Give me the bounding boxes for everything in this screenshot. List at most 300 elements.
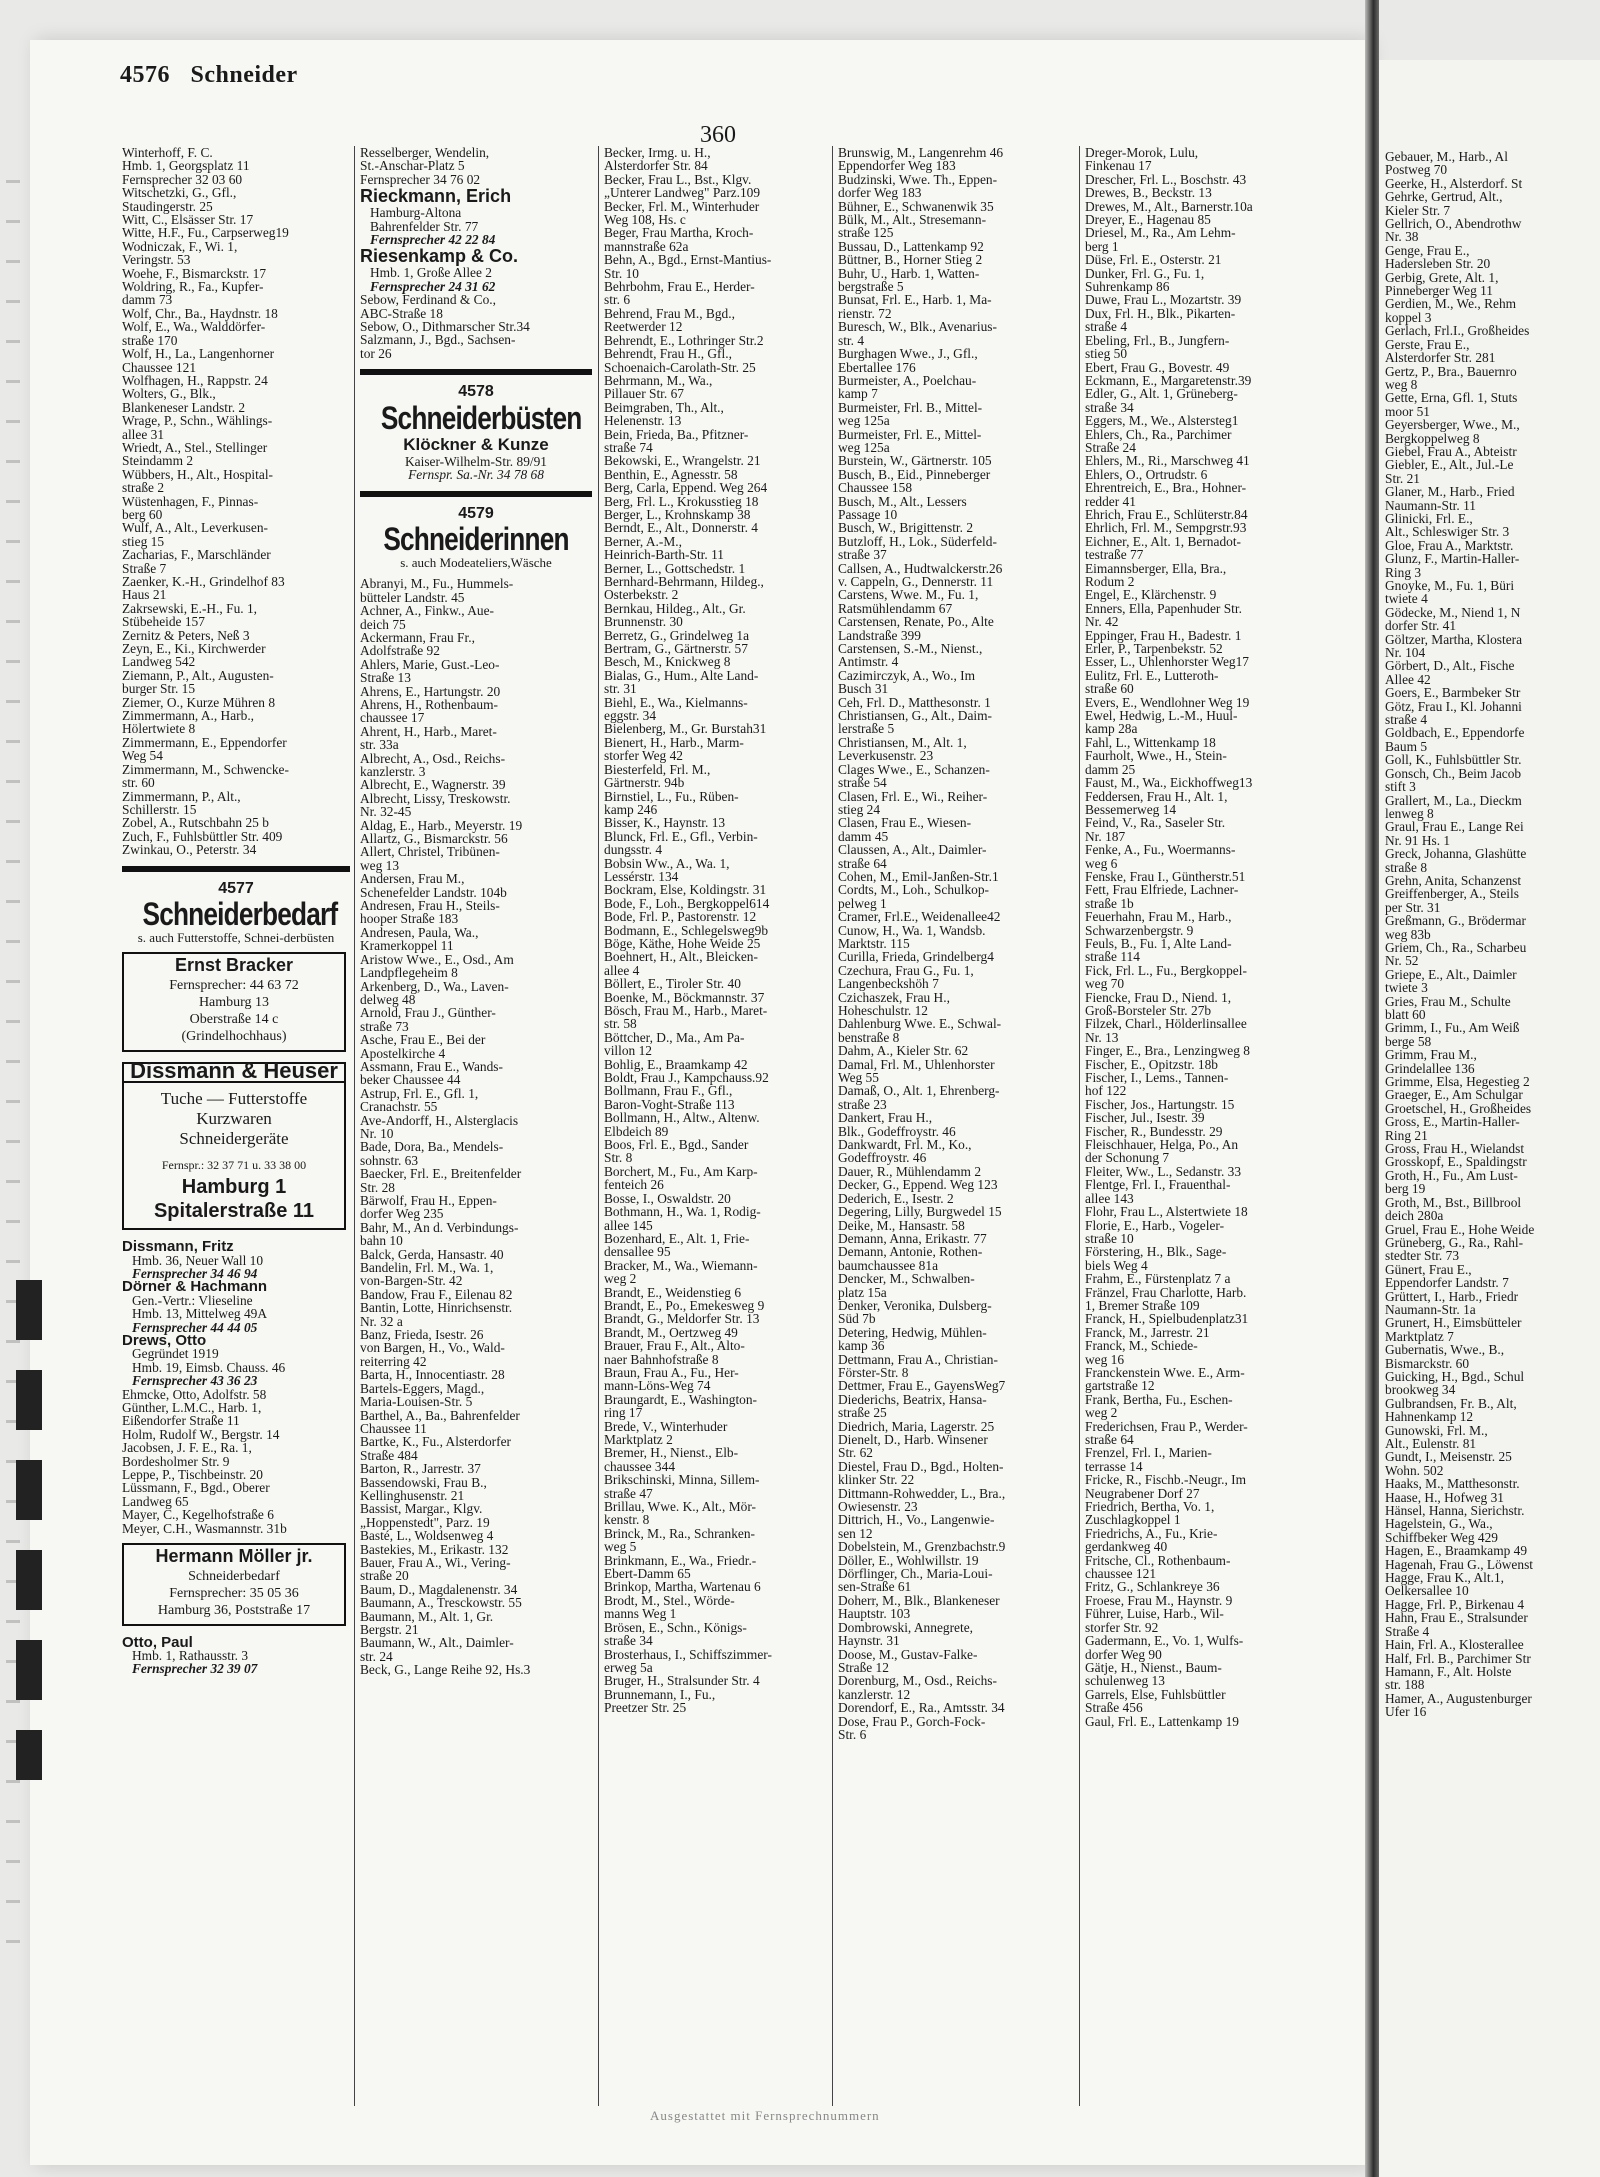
directory-entry: Detering, Hedwig, Mühlen- bbox=[838, 1324, 987, 1340]
directory-entry: Bobsin Ww., A., Wa. 1, bbox=[604, 855, 730, 871]
directory-entry: straße 125 bbox=[838, 225, 894, 241]
directory-entry: deich 280a bbox=[1385, 1208, 1444, 1224]
directory-entry: Ave-Andorff, H., Alsterglacis bbox=[360, 1112, 519, 1128]
entry-list bbox=[360, 577, 592, 1676]
directory-entry: Eckmann, E., Margaretenstr.39 bbox=[1085, 372, 1252, 388]
column-1 bbox=[122, 146, 350, 2106]
directory-entry: beker Chaussee 44 bbox=[360, 1072, 461, 1088]
directory-entry: Hauptstr. 103 bbox=[838, 1606, 911, 1622]
directory-entry: Förster-Str. 8 bbox=[838, 1364, 909, 1380]
directory-entry: Süd 7b bbox=[838, 1311, 876, 1327]
ad-line: Fernsprecher: 35 05 36 bbox=[169, 1585, 299, 1601]
directory-entry: schulenweg 13 bbox=[1085, 1673, 1165, 1689]
directory-entry: Fischer, R., Bundesstr. 29 bbox=[1085, 1123, 1223, 1139]
directory-entry: Ahrens, E., Hartungstr. 20 bbox=[360, 683, 501, 699]
directory-entry: Ehrlich, Frl. M., Sempgrstr.93 bbox=[1085, 520, 1247, 536]
directory-entry: Florie, E., Harb., Vogeler- bbox=[1085, 1217, 1225, 1233]
column-3 bbox=[604, 146, 836, 2106]
entry-list bbox=[360, 293, 592, 360]
directory-entry: Gruel, Frau E., Hohe Weide bbox=[1385, 1221, 1535, 1237]
directory-entry: Damaß, O., Alt. 1, Ehrenberg- bbox=[838, 1083, 1000, 1099]
directory-entry: Dankwardt, Frl. M., Ko., bbox=[838, 1137, 972, 1153]
directory-entry: Bisser, K., Haynstr. 13 bbox=[604, 815, 726, 831]
directory-entry: Blankeneser Landstr. 2 bbox=[122, 399, 246, 415]
directory-entry: Busch, M., Alt., Lessers bbox=[838, 493, 967, 509]
directory-entry: Bergstr. 21 bbox=[360, 1622, 419, 1637]
directory-entry: Staudingerstr. 25 bbox=[122, 198, 213, 214]
directory-entry: Dreyer, E., Hagenau 85 bbox=[1085, 212, 1211, 228]
directory-entry: Bothmann, H., Wa. 1, Rodig- bbox=[604, 1204, 761, 1220]
directory-entry: str. 60 bbox=[122, 775, 155, 791]
directory-entry: Erler, P., Tarpenbekstr. 52 bbox=[1085, 641, 1223, 657]
ad-phone: Fernspr.: 32 37 71 u. 33 38 00 bbox=[161, 1158, 307, 1173]
directory-entry: biels Weg 4 bbox=[1085, 1257, 1148, 1273]
directory-entry: Bartels-Eggers, Magd., bbox=[360, 1380, 485, 1396]
directory-entry: Chaussee 158 bbox=[838, 480, 913, 496]
directory-entry: straße 4 bbox=[1085, 319, 1128, 335]
directory-entry: straße 170 bbox=[122, 332, 178, 348]
directory-entry: Owiesenstr. 23 bbox=[838, 1499, 918, 1515]
directory-entry: str. 188 bbox=[1385, 1677, 1425, 1693]
directory-entry: Zuschlagkoppel 1 bbox=[1085, 1512, 1181, 1528]
directory-entry: Gerbig, Grete, Alt. 1, bbox=[1385, 269, 1499, 285]
directory-entry: Butzloff, H., Lok., Süderfeld- bbox=[838, 533, 997, 549]
directory-entry: Biesterfeld, Frl. M., bbox=[604, 761, 711, 777]
directory-entry: Wriedt, A., Stel., Stellinger bbox=[122, 439, 268, 455]
directory-entry: Bruger, H., Stralsunder Str. 4 bbox=[604, 1673, 760, 1689]
directory-entry: Cohen, M., Emil-Janßen-Str.1 bbox=[838, 868, 999, 884]
directory-entry: Assmann, Frau E., Wands- bbox=[360, 1058, 503, 1074]
directory-entry: Behn, A., Bgd., Ernst-Mantius- bbox=[604, 252, 772, 268]
directory-entry: berg 19 bbox=[1385, 1181, 1426, 1197]
directory-entry: densallee 95 bbox=[604, 1244, 671, 1260]
directory-entry: Alsterdorfer Str. 281 bbox=[1385, 350, 1496, 366]
directory-entry: Sebow, O., Dithmarscher Str.34 bbox=[360, 319, 530, 335]
directory-entry: Duwe, Frau L., Mozartstr. 39 bbox=[1085, 292, 1242, 308]
directory-entry: Clasen, Frl. E., Wi., Reiher- bbox=[838, 788, 988, 804]
directory-entry: straße 25 bbox=[838, 1405, 887, 1421]
directory-entry: Demann, Antonie, Rothen- bbox=[838, 1244, 983, 1260]
section-divider bbox=[360, 369, 592, 375]
firm-line: Gen.-Vertr.: Vlieseline bbox=[132, 1292, 253, 1308]
directory-entry: allee 143 bbox=[1085, 1190, 1134, 1206]
directory-entry: Feuls, B., Fu. 1, Alte Land- bbox=[1085, 935, 1232, 951]
directory-entry: Leverkusenstr. 23 bbox=[838, 748, 934, 764]
firm-line: Fernsprecher 44 44 05 bbox=[132, 1319, 258, 1335]
directory-entry: Bienert, H., Harb., Marm- bbox=[604, 734, 744, 750]
directory-entry: Steindamm 2 bbox=[122, 453, 194, 469]
firm-list bbox=[122, 1240, 350, 1387]
directory-entry: baumchaussee 81a bbox=[838, 1257, 939, 1273]
directory-entry: sen-Straße 61 bbox=[838, 1579, 912, 1595]
directory-entry: Brikschinski, Minna, Sillem- bbox=[604, 1472, 760, 1488]
directory-entry: straße 64 bbox=[838, 855, 887, 871]
directory-entry: Gries, Frau M., Schulte bbox=[1385, 993, 1511, 1009]
directory-entry: str. 6 bbox=[604, 292, 631, 308]
directory-entry: ring 17 bbox=[604, 1405, 643, 1421]
ad-line: (Grindelhochhaus) bbox=[181, 1028, 287, 1044]
directory-entry: Bahr, M., An d. Verbindungs- bbox=[360, 1219, 519, 1235]
directory-entry: erweg 5a bbox=[604, 1659, 653, 1675]
directory-entry: Asche, Frau E., Bei der bbox=[360, 1032, 486, 1048]
directory-entry: Wolf, Chr., Ba., Haydnstr. 18 bbox=[122, 305, 278, 321]
directory-entry: Behrbohm, Frau E., Herder- bbox=[604, 279, 755, 295]
directory-entry: Frank, Bertha, Fu., Eschen- bbox=[1085, 1391, 1233, 1407]
directory-entry: Ackermann, Frau Fr., bbox=[360, 629, 475, 645]
firm-entry bbox=[122, 1280, 350, 1334]
directory-entry: Faurholt, Wwe., H., Stein- bbox=[1085, 748, 1227, 764]
directory-entry: Greßmann, G., Brödermar bbox=[1385, 913, 1526, 929]
directory-entry: Nr. 52 bbox=[1385, 953, 1419, 969]
directory-entry: Gerlach, Frl.I., Großheides bbox=[1385, 323, 1530, 339]
directory-entry: gartstraße 12 bbox=[1085, 1378, 1155, 1394]
directory-entry: Hahnenkamp 12 bbox=[1385, 1409, 1474, 1425]
directory-entry: Brunnemann, I., Fu., bbox=[604, 1686, 716, 1702]
firm-entry bbox=[360, 186, 592, 246]
directory-entry: Zuch, F., Fuhlsbüttler Str. 409 bbox=[122, 828, 283, 844]
directory-entry: Bernhard-Behrmann, Hildeg., bbox=[604, 574, 764, 589]
directory-entry: Wolf, H., La., Langenhorner bbox=[122, 346, 275, 362]
directory-entry: Ufer 16 bbox=[1385, 1704, 1427, 1720]
directory-entry: Bekowski, E., Wrangelstr. 21 bbox=[604, 453, 761, 469]
directory-entry: Bielenberg, M., Gr. Burstah31 bbox=[604, 721, 767, 737]
directory-entry: Kramerkoppel 11 bbox=[360, 938, 454, 954]
directory-entry: Bracker, M., Wa., Wiemann- bbox=[604, 1257, 758, 1273]
directory-entry: Zimmermann, E., Eppendorfer bbox=[122, 734, 287, 750]
directory-entry: Finger, E., Bra., Lenzingweg 8 bbox=[1085, 1043, 1250, 1059]
directory-entry: Ehlers, O., Ortrudstr. 6 bbox=[1085, 466, 1208, 482]
directory-entry: Fricke, R., Fischb.-Neugr., Im bbox=[1085, 1472, 1247, 1488]
directory-entry: Preetzer Str. 25 bbox=[604, 1700, 687, 1716]
directory-entry: Nr. 91 Hs. 1 bbox=[1385, 832, 1451, 848]
column-rule bbox=[598, 146, 599, 2106]
directory-entry: Genge, Frau E., bbox=[1385, 242, 1470, 258]
directory-entry: Straße 7 bbox=[122, 560, 167, 576]
directory-entry: per Str. 31 bbox=[1385, 899, 1441, 915]
directory-entry: Doherr, M., Blk., Blankeneser bbox=[838, 1592, 1000, 1608]
directory-entry: Schoenaich-Carolath-Str. 25 bbox=[604, 359, 756, 375]
directory-entry: dorfer Weg 90 bbox=[1085, 1646, 1162, 1662]
directory-entry: Birnstiel, L., Fu., Rüben- bbox=[604, 788, 739, 804]
directory-entry: Gertz, P., Bra., Bauernro bbox=[1385, 363, 1517, 379]
directory-entry: Ebertallee 176 bbox=[838, 359, 916, 375]
directory-entry: str. 4 bbox=[838, 332, 865, 348]
directory-entry: Brauer, Frau F., Alt., Alto- bbox=[604, 1338, 745, 1354]
firm-entry bbox=[122, 1334, 350, 1388]
directory-entry: klinker Str. 22 bbox=[838, 1472, 915, 1488]
section-number: 4578 bbox=[458, 383, 494, 401]
directory-entry: Doose, M., Gustav-Falke- bbox=[838, 1646, 978, 1662]
directory-entry: Eimannsberger, Ella, Bra., bbox=[1085, 560, 1227, 576]
directory-entry: Fett, Frau Elfriede, Lachner- bbox=[1085, 882, 1239, 898]
directory-entry: stieg 24 bbox=[838, 801, 881, 817]
directory-entry: Günert, Frau E., bbox=[1385, 1261, 1472, 1277]
directory-entry: Eulitz, Frl. E., Lutteroth- bbox=[1085, 667, 1219, 683]
directory-entry: Bösch, Frau M., Harb., Maret- bbox=[604, 1003, 768, 1018]
directory-entry: Diedrich, Maria, Lagerstr. 25 bbox=[838, 1418, 995, 1434]
directory-entry: Gloe, Frau A., Marktstr. bbox=[1385, 537, 1514, 553]
directory-entry: Apostelkirche 4 bbox=[360, 1045, 446, 1061]
directory-entry: Bandelin, Frl. M., Wa. 1, bbox=[360, 1260, 494, 1276]
directory-entry: Fahl, L., Wittenkamp 18 bbox=[1085, 734, 1216, 750]
directory-entry: Wübbers, H., Alt., Hospital- bbox=[122, 466, 273, 482]
directory-entry: Bode, F., Loh., Bergkoppel614 bbox=[604, 895, 770, 911]
directory-entry: Drescher, Frl. L., Boschstr. 43 bbox=[1085, 171, 1247, 187]
directory-entry: Bode, Frl. P., Pastorenstr. 12 bbox=[604, 909, 757, 925]
directory-entry: Arkenberg, D., Wa., Laven- bbox=[360, 978, 509, 994]
directory-entry: Gonsch, Ch., Beim Jacob bbox=[1385, 765, 1522, 781]
directory-entry: Gross, Frau H., Wielandst bbox=[1385, 1141, 1525, 1157]
directory-entry: Boenke, M., Böckmannstr. 37 bbox=[604, 989, 765, 1005]
directory-entry: straße 54 bbox=[838, 775, 887, 791]
directory-entry: Buresch, W., Blk., Avenarius- bbox=[838, 319, 997, 335]
directory-entry: Bade, Dora, Ba., Mendels- bbox=[360, 1139, 504, 1155]
directory-entry: Griepe, E., Alt., Daimler bbox=[1385, 966, 1517, 982]
directory-entry: Drewes, B., Beckstr. 13 bbox=[1085, 185, 1212, 201]
directory-entry: platz 15a bbox=[838, 1284, 887, 1300]
entry-list bbox=[122, 1388, 350, 1535]
ad-line: Oberstraße 14 c bbox=[189, 1011, 279, 1027]
directory-entry: Dorenburg, M., Osd., Reichs- bbox=[838, 1673, 997, 1689]
directory-entry: weg 125a bbox=[838, 439, 890, 455]
directory-entry: Cazimirczyk, A., Wo., Im bbox=[838, 667, 976, 683]
directory-entry: Friedrichs, A., Fu., Krie- bbox=[1085, 1525, 1218, 1541]
directory-entry: Grehn, Anita, Schanzenst bbox=[1385, 872, 1522, 888]
directory-entry: Bandow, Frau F., Eilenau 82 bbox=[360, 1286, 513, 1302]
directory-entry: Kellinghusenstr. 21 bbox=[360, 1487, 465, 1503]
directory-entry: Helenenstr. 13 bbox=[604, 413, 682, 429]
directory-entry: Haus 21 bbox=[122, 587, 167, 603]
directory-entry: Bollmann, H., Altw., Altenw. bbox=[604, 1110, 760, 1126]
directory-entry: Cordts, M., Loh., Schulkop- bbox=[838, 882, 990, 898]
directory-entry: Claussen, A., Alt., Daimler- bbox=[838, 842, 987, 858]
directory-entry: Boehnert, H., Alt., Bleicken- bbox=[604, 949, 758, 965]
sheet-number: 360 bbox=[700, 122, 736, 148]
directory-entry: Weg 108, Hs. c bbox=[604, 212, 686, 228]
directory-entry: Antimstr. 4 bbox=[838, 654, 899, 670]
directory-entry: kanzlerstr. 3 bbox=[360, 764, 426, 779]
directory-entry: Witt, C., Elsässer Str. 17 bbox=[122, 212, 254, 228]
directory-entry: Barton, R., Jarrestr. 37 bbox=[360, 1461, 481, 1477]
directory-entry: St.-Anschar-Platz 5 bbox=[360, 158, 465, 174]
directory-entry: Hamann, F., Alt. Holste bbox=[1385, 1663, 1512, 1679]
section-title: Schneiderbedarf bbox=[142, 895, 338, 932]
directory-entry: Straße 12 bbox=[838, 1659, 889, 1675]
directory-entry: Str. 10 bbox=[604, 265, 639, 281]
directory-entry: Marktplatz 7 bbox=[1385, 1328, 1454, 1344]
directory-entry: Bauer, Frau A., Wi., Vering- bbox=[360, 1554, 511, 1570]
directory-entry: Bohlig, E., Braamkamp 42 bbox=[604, 1056, 748, 1072]
directory-entry: Christiansen, M., Alt. 1, bbox=[838, 734, 967, 750]
directory-entry: Bockram, Else, Koldingstr. 31 bbox=[604, 882, 767, 898]
directory-entry: Brunswig, M., Langenrehm 46 bbox=[838, 146, 1004, 160]
directory-entry: kamp 246 bbox=[604, 801, 658, 817]
directory-entry: Callsen, A., Hudtwalckerstr.26 bbox=[838, 560, 1003, 576]
directory-entry: von-Bargen-Str. 42 bbox=[360, 1273, 463, 1289]
directory-entry: Friedrich, Bertha, Vo. 1, bbox=[1085, 1499, 1215, 1515]
directory-entry: stedter Str. 73 bbox=[1385, 1248, 1460, 1264]
directory-entry: straße 73 bbox=[360, 1018, 409, 1034]
section-number: 4579 bbox=[458, 504, 494, 522]
directory-entry: Dörflinger, Ch., Maria-Loui- bbox=[838, 1566, 993, 1582]
directory-entry: weg 6 bbox=[1085, 855, 1118, 871]
directory-entry: Lessérstr. 134 bbox=[604, 868, 679, 884]
directory-entry: koppel 3 bbox=[1385, 309, 1432, 325]
directory-entry: Gellrich, O., Abendrothw bbox=[1385, 216, 1522, 232]
ad-line: Schneidergeräte bbox=[179, 1129, 289, 1149]
directory-entry: Glunz, F., Martin-Haller- bbox=[1385, 551, 1520, 567]
directory-entry: Ehlers, M., Ri., Marschweg 41 bbox=[1085, 453, 1250, 469]
directory-entry: kanzlerstr. 12 bbox=[838, 1686, 911, 1702]
directory-entry: Zobel, A., Rutschbahn 25 b bbox=[122, 815, 269, 831]
directory-entry: Eppendorfer Weg 183 bbox=[838, 158, 956, 174]
directory-entry: Curilla, Frieda, Grindelberg4 bbox=[838, 949, 994, 965]
directory-entry: Hadersleben Str. 20 bbox=[1385, 256, 1491, 272]
directory-entry: Grindelallee 136 bbox=[1385, 1060, 1475, 1076]
directory-entry: Brinkmann, E., Wa., Friedr.- bbox=[604, 1552, 757, 1568]
directory-entry: Kieler Str. 7 bbox=[1385, 202, 1451, 218]
directory-entry: chaussee 121 bbox=[1085, 1566, 1157, 1582]
directory-entry: Enners, Ella, Papenhuder Str. bbox=[1085, 600, 1242, 616]
firm-phone: Fernsprecher 24 31 62 bbox=[370, 278, 496, 294]
directory-entry: Grimm, I., Fu., Am Weiß bbox=[1385, 1020, 1520, 1036]
ad-name: Ernst Bracker bbox=[174, 955, 294, 976]
directory-entry: Dittrich, H., Vo., Langenwie- bbox=[838, 1512, 995, 1528]
directory-entry: Eppinger, Frau H., Badestr. 1 bbox=[1085, 627, 1242, 643]
directory-entry: Becker, Irmg. u. H., bbox=[604, 146, 711, 160]
directory-entry: Ebert-Damm 65 bbox=[604, 1566, 691, 1582]
directory-entry: Nr. 187 bbox=[1085, 828, 1126, 844]
directory-entry: Beimgraben, Th., Alt., bbox=[604, 399, 724, 415]
directory-entry: Ring 21 bbox=[1385, 1127, 1428, 1143]
firm-name: Klöckner & Kunze bbox=[403, 434, 549, 454]
section-number: 4577 bbox=[218, 879, 254, 897]
directory-entry: manns Weg 1 bbox=[604, 1606, 677, 1622]
directory-entry: Fischer, I., Lems., Tannen- bbox=[1085, 1070, 1229, 1086]
directory-entry: Wrage, P., Schn., Wählings- bbox=[122, 413, 273, 429]
directory-entry: twiete 4 bbox=[1385, 591, 1428, 607]
next-page bbox=[1379, 60, 1600, 2177]
firm-line: Hamburg-Altona bbox=[370, 205, 462, 221]
directory-entry: Schenefelder Landstr. 104b bbox=[360, 884, 507, 900]
directory-entry: Nr. 104 bbox=[1385, 645, 1426, 661]
directory-entry: bahn 10 bbox=[360, 1233, 403, 1249]
directory-entry: Gätje, H., Nienst., Baum- bbox=[1085, 1659, 1222, 1675]
directory-entry: Cunow, H., Wa. 1, Wandsb. bbox=[838, 922, 986, 938]
directory-entry: Suhrenkamp 86 bbox=[1085, 279, 1170, 295]
directory-entry: Nr. 32 a bbox=[360, 1313, 403, 1329]
directory-entry: Goll, K., Fuhlsbüttler Str. bbox=[1385, 752, 1522, 768]
directory-entry: Bartke, K., Fu., Alsterdorfer bbox=[360, 1434, 511, 1450]
entry-list bbox=[1085, 146, 1357, 1728]
directory-entry: Beger, Frau Martha, Kroch- bbox=[604, 225, 754, 241]
directory-entry: Abranyi, M., Fu., Hummels- bbox=[360, 576, 514, 592]
directory-entry: Str. 21 bbox=[1385, 470, 1420, 486]
directory-entry: Dettmer, Frau E., GayensWeg7 bbox=[838, 1378, 1006, 1394]
directory-entry: Osterbekstr. 2 bbox=[604, 587, 679, 603]
directory-entry: Gubernatis, Wwe., B., bbox=[1385, 1342, 1505, 1358]
directory-entry: Döller, E., Wohlwillstr. 19 bbox=[838, 1552, 979, 1568]
firm-phone: Fernspr. Sa.-Nr. 34 78 68 bbox=[408, 467, 544, 483]
directory-entry: Bühner, E., Schwanenwik 35 bbox=[838, 198, 994, 214]
firm-line: Gegründet 1919 bbox=[132, 1346, 219, 1362]
directory-entry: Wodniczak, F., Wi. 1, bbox=[122, 238, 238, 254]
firm-name: Dissmann, Fritz bbox=[122, 1238, 234, 1256]
directory-entry: Gerste, Frau E., bbox=[1385, 336, 1470, 352]
directory-entry: fenteich 26 bbox=[604, 1177, 664, 1193]
directory-entry: Veringstr. 53 bbox=[122, 252, 191, 268]
directory-entry: Giebler, E., Alt., Jul.-Le bbox=[1385, 457, 1514, 473]
directory-entry: Naumann-Str. 1a bbox=[1385, 1301, 1476, 1317]
section-title: Schneiderbüsten bbox=[380, 399, 582, 436]
firm-line: Bahrenfelder Str. 77 bbox=[370, 218, 479, 234]
directory-entry: Behrendt, E., Lothringer Str.2 bbox=[604, 332, 764, 348]
directory-entry: lerstraße 5 bbox=[838, 721, 895, 737]
directory-entry: Ahrens, H., Rothenbaum- bbox=[360, 696, 498, 712]
directory-entry: Oelkersallee 10 bbox=[1385, 1583, 1469, 1599]
directory-entry: Baumann, W., Alt., Daimler- bbox=[360, 1635, 514, 1651]
directory-entry: weg 16 bbox=[1085, 1351, 1125, 1367]
directory-entry: Bialas, G., Hum., Alte Land- bbox=[604, 667, 759, 683]
directory-entry: Garrels, Else, Fuhlsbüttler bbox=[1085, 1686, 1226, 1702]
directory-entry: Fick, Frl. L., Fu., Bergkoppel- bbox=[1085, 962, 1247, 978]
directory-entry: Dettmann, Frau A., Christian- bbox=[838, 1351, 998, 1367]
directory-entry: Grallert, M., La., Dieckm bbox=[1385, 792, 1522, 808]
directory-entry: Glinicki, Frl. E., bbox=[1385, 510, 1473, 526]
directory-entry: Deike, M., Hansastr. 58 bbox=[838, 1217, 965, 1233]
directory-entry: Resselberger, Wendelin, bbox=[360, 146, 490, 160]
directory-entry: Glaner, M., Harb., Fried bbox=[1385, 484, 1515, 500]
directory-entry: Giebel, Frau A., Abteistr bbox=[1385, 443, 1517, 459]
directory-entry: Ehrentreich, E., Bra., Hohner- bbox=[1085, 480, 1247, 496]
directory-entry: bergstraße 5 bbox=[838, 279, 904, 295]
directory-entry: Baum, D., Magdalenenstr. 34 bbox=[360, 1581, 518, 1597]
directory-entry: str. 24 bbox=[360, 1648, 393, 1664]
directory-entry: storfer Weg 42 bbox=[604, 748, 683, 764]
directory-entry: allee 31 bbox=[122, 426, 165, 442]
directory-entry: chaussee 344 bbox=[604, 1458, 676, 1474]
directory-entry: Holm, Rudolf W., Bergstr. 14 bbox=[122, 1426, 280, 1442]
directory-entry: Düse, Frl. E., Osterstr. 21 bbox=[1085, 252, 1222, 268]
directory-entry: Albrecht, Lissy, Treskowstr. bbox=[360, 790, 511, 806]
directory-entry: Dose, Frau P., Gorch-Fock- bbox=[838, 1713, 986, 1729]
directory-entry: Behrend, Frau M., Bgd., bbox=[604, 305, 735, 321]
directory-entry: Bülk, M., Alt., Stresemann- bbox=[838, 212, 987, 228]
firm-phone: Fernsprecher 32 39 07 bbox=[132, 1661, 258, 1677]
directory-entry: Czichaszek, Frau H., bbox=[838, 989, 950, 1005]
firm-line: Hmb. 13, Mittelweg 49A bbox=[132, 1306, 268, 1322]
directory-entry: Hahn, Frau E., Stralsunder bbox=[1385, 1610, 1528, 1626]
directory-entry: dorfer Weg 183 bbox=[838, 185, 922, 201]
directory-entry: redder 41 bbox=[1085, 493, 1136, 509]
directory-entry: Bastekies, M., Erikastr. 132 bbox=[360, 1541, 509, 1557]
directory-entry: Bollmann, Frau F., Gfl., bbox=[604, 1083, 733, 1099]
directory-entry: Grimme, Elsa, Hegestieg 2 bbox=[1385, 1074, 1530, 1090]
directory-entry: Witte, H.F., Fu., Carpserweg19 bbox=[122, 225, 289, 241]
ad-line: Hamburg 36, Poststraße 17 bbox=[157, 1602, 311, 1618]
directory-entry: Gulbrandsen, Fr. B., Alt, bbox=[1385, 1395, 1517, 1411]
directory-entry: Brede, V., Winterhuder bbox=[604, 1418, 728, 1434]
directory-entry: villon 12 bbox=[604, 1043, 652, 1059]
directory-entry: Berner, A.-M., bbox=[604, 533, 682, 549]
directory-entry: Franckenstein Wwe. E., Arm- bbox=[1085, 1364, 1245, 1380]
page-number: 4576 bbox=[120, 62, 170, 88]
directory-entry: Bussau, D., Lattenkamp 92 bbox=[838, 238, 984, 254]
directory-entry: Bunsat, Frl. E., Harb. 1, Ma- bbox=[838, 292, 992, 308]
directory-entry: Braun, Frau A., Fu., Her- bbox=[604, 1364, 739, 1380]
directory-entry: Str. 6 bbox=[838, 1726, 867, 1742]
ad-street: Spitalerstraße 11 bbox=[153, 1200, 315, 1223]
